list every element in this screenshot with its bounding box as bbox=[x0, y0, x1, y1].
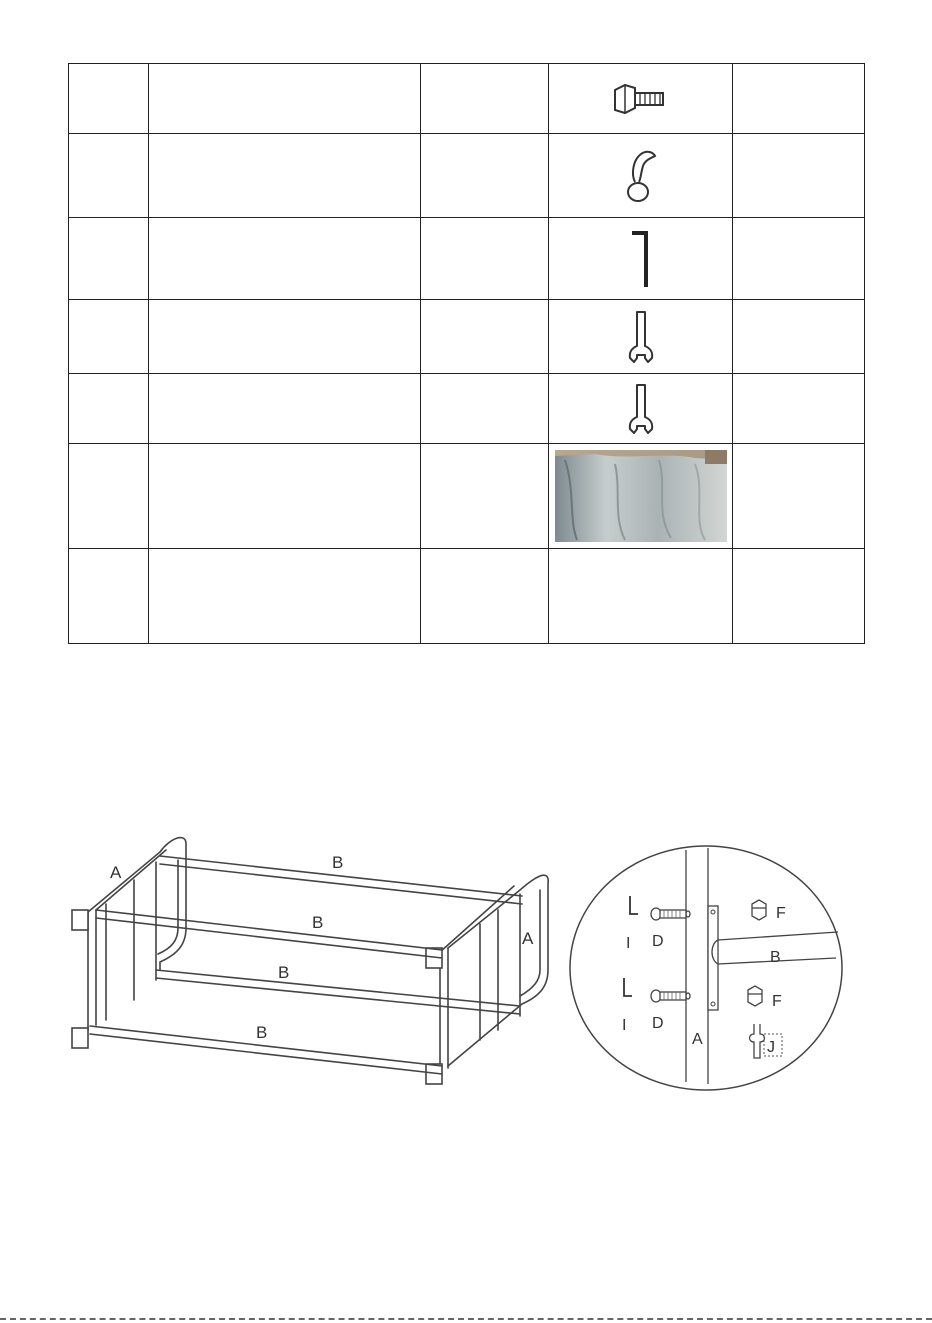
part-note-cell bbox=[733, 300, 865, 374]
part-qty-cell bbox=[421, 218, 549, 300]
table-row bbox=[69, 300, 865, 374]
frame-illustration bbox=[72, 838, 548, 1084]
hook-peg-icon bbox=[621, 148, 661, 204]
bar-label: B bbox=[256, 1023, 268, 1042]
part-image-cell bbox=[549, 374, 733, 444]
part-note-cell bbox=[733, 134, 865, 218]
part-image-cell bbox=[549, 64, 733, 134]
detail-label-nut: F bbox=[772, 993, 782, 1010]
wrench-icon bbox=[626, 308, 656, 366]
detail-label-bolt: D bbox=[652, 933, 664, 950]
frame-label: A bbox=[110, 863, 122, 882]
detail-callout bbox=[570, 846, 842, 1090]
part-name-cell bbox=[149, 64, 421, 134]
part-number-cell bbox=[69, 134, 149, 218]
table-row bbox=[69, 374, 865, 444]
table-row bbox=[69, 64, 865, 134]
table-row bbox=[69, 549, 865, 644]
assembly-diagram bbox=[60, 820, 880, 1120]
page-edge bbox=[0, 1318, 932, 1320]
part-image-cell bbox=[549, 300, 733, 374]
part-name-cell bbox=[149, 444, 421, 549]
table-row bbox=[69, 134, 865, 218]
part-qty-cell bbox=[421, 374, 549, 444]
table-row bbox=[69, 444, 865, 549]
detail-label-bar: B bbox=[770, 949, 781, 966]
part-image-cell bbox=[549, 134, 733, 218]
part-qty-cell bbox=[421, 134, 549, 218]
bar-label: B bbox=[312, 913, 324, 932]
part-note-cell bbox=[733, 218, 865, 300]
cover-photo bbox=[555, 450, 727, 542]
bolt-icon bbox=[611, 82, 671, 116]
detail-label-allen-key: I bbox=[622, 1017, 627, 1034]
wrench-icon bbox=[626, 381, 656, 437]
part-note-cell bbox=[733, 374, 865, 444]
detail-label-wrench: J bbox=[767, 1039, 775, 1056]
part-number-cell bbox=[69, 64, 149, 134]
part-name-cell bbox=[149, 134, 421, 218]
table-row bbox=[69, 218, 865, 300]
part-note-cell bbox=[733, 64, 865, 134]
part-name-cell bbox=[149, 549, 421, 644]
allen-key-icon bbox=[626, 227, 656, 291]
part-number-cell bbox=[69, 300, 149, 374]
part-image-cell bbox=[549, 444, 733, 549]
parts-table bbox=[68, 63, 865, 644]
detail-label-allen-key: I bbox=[626, 935, 631, 952]
detail-label-nut: F bbox=[776, 905, 786, 922]
bar-label: B bbox=[332, 853, 344, 872]
part-qty-cell bbox=[421, 549, 549, 644]
part-number-cell bbox=[69, 218, 149, 300]
part-note-cell bbox=[733, 549, 865, 644]
part-name-cell bbox=[149, 218, 421, 300]
part-name-cell bbox=[149, 374, 421, 444]
part-qty-cell bbox=[421, 444, 549, 549]
bar-label: B bbox=[278, 963, 290, 982]
part-qty-cell bbox=[421, 300, 549, 374]
part-number-cell bbox=[69, 374, 149, 444]
detail-label-frame: A bbox=[692, 1031, 703, 1048]
part-qty-cell bbox=[421, 64, 549, 134]
part-image-cell bbox=[549, 218, 733, 300]
detail-label-bolt: D bbox=[652, 1015, 664, 1032]
part-note-cell bbox=[733, 444, 865, 549]
part-image-cell bbox=[549, 549, 733, 644]
part-number-cell bbox=[69, 444, 149, 549]
part-number-cell bbox=[69, 549, 149, 644]
frame-label: A bbox=[522, 929, 534, 948]
part-name-cell bbox=[149, 300, 421, 374]
